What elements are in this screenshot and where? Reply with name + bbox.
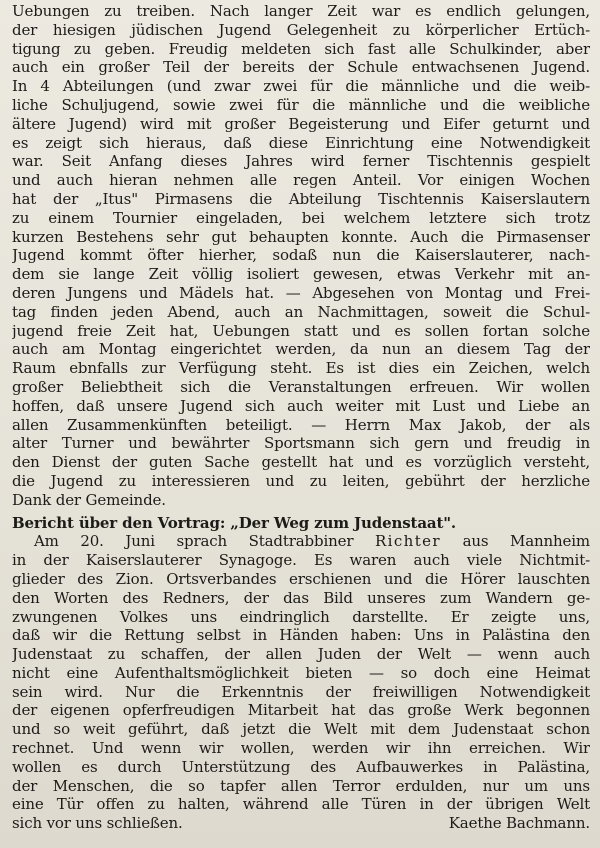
lecture-first-line-prefix: Am 20. Juni sprach Stadtrabbiner bbox=[34, 532, 375, 551]
text-line: den Worten des Redners, der das Bild unseres zum Wandern ge- bbox=[12, 588, 590, 607]
article-heading: Bericht über den Vortrag: „Der Weg zum Judenstaat". bbox=[12, 513, 456, 532]
closing-line bbox=[12, 814, 590, 833]
text-line: hat der „Itus" Pirmasens die Abteilung Tischtennis Kaiserslautern bbox=[12, 189, 590, 208]
text-line: und so weit geführt, daß jetzt die Welt mit dem Judenstaat schon bbox=[12, 720, 590, 739]
text-line: zu einem Tournier eingeladen, bei welchem letztere sich trotz bbox=[12, 208, 590, 227]
text-line: nicht eine Aufenthaltsmöglichkeit bieten — so doch eine Heimat bbox=[12, 663, 590, 682]
text-line: dem sie lange Zeit völlig isoliert gewesen, etwas Verkehr mit an- bbox=[12, 265, 590, 284]
text-line: der eigenen opferfreudigen Mitarbeit hat das große Werk begonnen bbox=[12, 701, 590, 720]
text-line: In 4 Abteilungen (und zwar zwei für die männliche und die weib- bbox=[12, 77, 590, 96]
text-line: auch am Montag eingerichtet werden, da nun an diesem Tag der bbox=[12, 340, 590, 359]
text-line: in der Kaiserslauterer Synagoge. Es waren auch viele Nichtmit- bbox=[12, 551, 590, 570]
text-line: es zeigt sich hieraus, daß diese Einrichtung eine Notwendigkeit bbox=[12, 133, 590, 152]
text-line: alter Turner und bewährter Sportsmann sich gern und freudig in bbox=[12, 434, 590, 453]
text-line: auch ein großer Teil der bereits der Schule entwachsenen Jugend. bbox=[12, 58, 590, 77]
lecture-first-line-suffix: aus Mannheim bbox=[440, 532, 590, 551]
text-line: rechnet. Und wenn wir wollen, werden wir ihn erreichen. Wir bbox=[12, 739, 590, 758]
text-line: und auch hieran nehmen alle regen Anteil. Vor einigen Wochen bbox=[12, 171, 590, 190]
text-line: liche Schuljugend, sowie zwei für die männliche und die weibliche bbox=[12, 95, 590, 114]
text-line: die Jugend zu interessieren und zu leiten, gebührt der herzliche bbox=[12, 471, 590, 490]
paragraph-gymnastics bbox=[12, 2, 590, 510]
text-line: zwungenen Volkes uns eindringlich darstellte. Er zeigte uns, bbox=[12, 607, 590, 626]
text-line: großer Beliebtheit sich die Veranstaltungen erfreuen. Wir wollen bbox=[12, 377, 590, 396]
text-line: tigung zu geben. Freudig meldeten sich fast alle Schulkinder, aber bbox=[12, 39, 590, 58]
text-line: jugend freie Zeit hat, Uebungen statt und es sollen fortan solche bbox=[12, 321, 590, 340]
text-line: Raum ebnfalls zur Verfügung steht. Es ist dies ein Zeichen, welch bbox=[12, 359, 590, 378]
article-column bbox=[12, 2, 590, 833]
text-line: tag finden jeden Abend, auch an Nachmittagen, soweit die Schul- bbox=[12, 302, 590, 321]
text-line: deren Jungens und Mädels hat. — Abgesehen von Montag und Frei- bbox=[12, 283, 590, 302]
text-line: Judenstaat zu schaffen, der allen Juden der Welt — wenn auch bbox=[12, 645, 590, 664]
text-line: kurzen Bestehens sehr gut behaupten konnte. Auch die Pirmasenser bbox=[12, 227, 590, 246]
speaker-name: Richter bbox=[374, 532, 441, 551]
text-line: wollen es durch Unterstützung des Aufbauwerkes in Palästina, bbox=[12, 757, 590, 776]
text-line: Dank der Gemeinde. bbox=[12, 490, 166, 509]
text-line: eine Tür offen zu halten, während alle Türen in der übrigen Welt bbox=[12, 795, 590, 814]
text-line: Uebungen zu treiben. Nach langer Zeit war es endlich gelungen, bbox=[12, 2, 590, 20]
text-line: den Dienst der guten Sache gestellt hat und es vorzüglich versteht, bbox=[12, 453, 590, 472]
text-line: der Menschen, die so tapfer allen Terror erdulden, nur um uns bbox=[12, 776, 590, 795]
text-line: Jugend kommt öfter hierher, sodaß nun die Kaiserslauterer, nach- bbox=[12, 246, 590, 265]
text-line: glieder des Zion. Ortsverbandes erschienen und die Hörer lauschten bbox=[12, 569, 590, 588]
text-line: sein wird. Nur die Erkenntnis der freiwilligen Notwendigkeit bbox=[12, 682, 590, 701]
text-line: der hiesigen jüdischen Jugend Gelegenheit zu körperlicher Ertüch- bbox=[12, 20, 590, 39]
text-line: war. Seit Anfang dieses Jahres wird ferner Tischtennis gespielt bbox=[12, 152, 590, 171]
closing-text: sich vor uns schließen. bbox=[12, 814, 183, 833]
text-line: ältere Jugend) wird mit großer Begeisterung und Eifer geturnt und bbox=[12, 114, 590, 133]
text-line: daß wir die Rettung selbst in Händen haben: Uns in Palästina den bbox=[12, 626, 590, 645]
text-line: allen Zusammenkünften beteiligt. — Herrn Max Jakob, der als bbox=[12, 415, 590, 434]
author-signature: Kaethe Bachmann. bbox=[448, 814, 590, 833]
text-line: hoffen, daß unsere Jugend sich auch weiter mit Lust und Liebe an bbox=[12, 396, 590, 415]
paragraph-lecture-first-line bbox=[12, 532, 590, 551]
paragraph-lecture bbox=[12, 551, 590, 814]
